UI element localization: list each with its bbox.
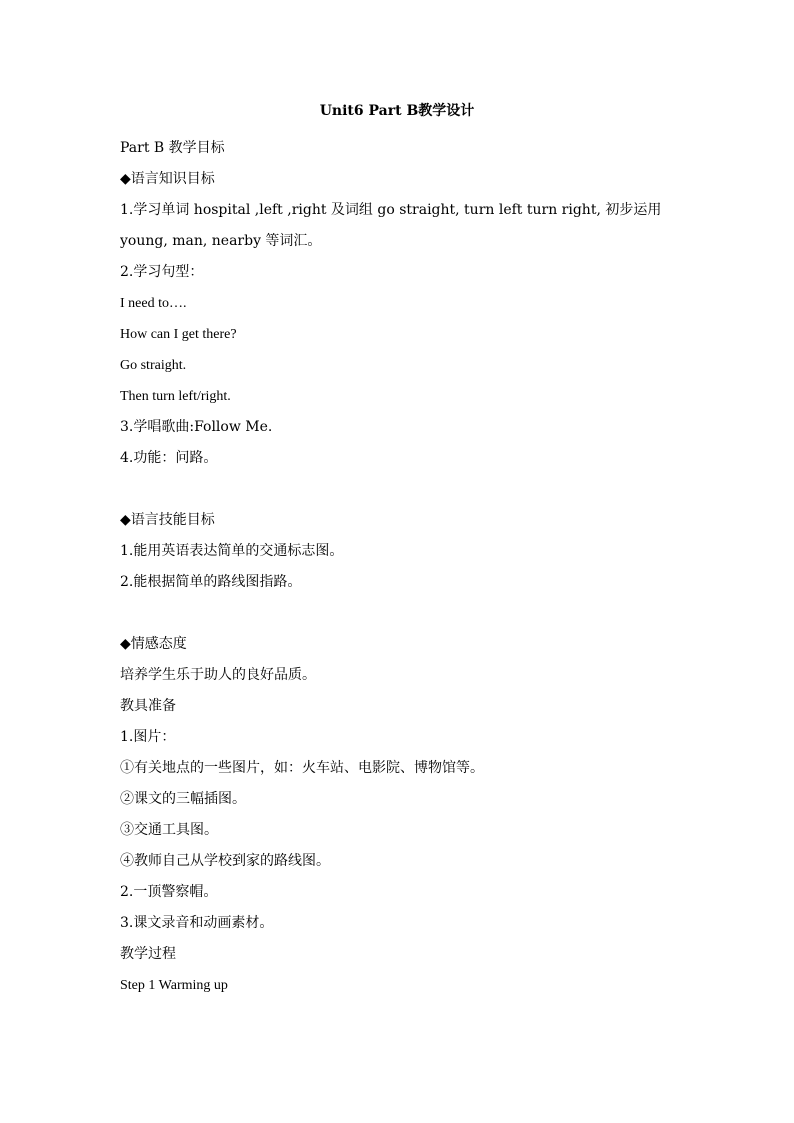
blank-line — [120, 598, 670, 629]
document-body — [120, 133, 670, 1001]
text-line-vocabulary-cont: young, man, nearby 等词汇。 — [120, 233, 322, 249]
section-heading-materials: 教具准备 — [120, 698, 176, 714]
list-item: ②课文的三幅插图。 — [120, 791, 246, 807]
subheading-language-knowledge: ◆语言知识目标 — [120, 171, 215, 187]
sentence-pattern: Then turn left/right. — [120, 389, 231, 404]
text-line-function: 4.功能：问路。 — [120, 450, 218, 466]
step-heading: Step 1 Warming up — [120, 978, 228, 993]
list-item: ③交通工具图。 — [120, 822, 218, 838]
section-heading-process: 教学过程 — [120, 946, 176, 962]
sentence-pattern: Go straight. — [120, 358, 187, 373]
section-heading-teaching-goals: Part B 教学目标 — [120, 140, 225, 156]
subheading-language-skills: ◆语言技能目标 — [120, 512, 215, 528]
text-line-vocabulary: 1.学习单词 hospital ,left ,right 及词组 go straight, turn left turn right, 初步运用 — [120, 202, 662, 218]
list-item: ④教师自己从学校到家的路线图。 — [120, 853, 330, 869]
text-line-song: 3.学唱歌曲:Follow Me. — [120, 419, 273, 435]
text-line-materials: 3.课文录音和动画素材。 — [120, 915, 274, 931]
sentence-pattern: I need to…. — [120, 296, 187, 311]
document-title: Unit6 Part B教学设计 — [319, 103, 475, 119]
text-line-skill: 1.能用英语表达简单的交通标志图。 — [120, 543, 344, 559]
blank-line — [120, 474, 670, 505]
list-item: ①有关地点的一些图片，如：火车站、电影院、博物馆等。 — [120, 760, 484, 776]
text-line-materials: 1.图片： — [120, 729, 176, 745]
text-line-materials: 2.一顶警察帽。 — [120, 884, 218, 900]
text-line-attitude: 培养学生乐于助人的良好品质。 — [120, 667, 316, 683]
text-line-skill: 2.能根据简单的路线图指路。 — [120, 574, 302, 590]
text-line-sentence-patterns: 2.学习句型： — [120, 264, 204, 280]
sentence-pattern: How can I get there? — [120, 327, 237, 342]
subheading-attitude: ◆情感态度 — [120, 636, 187, 652]
